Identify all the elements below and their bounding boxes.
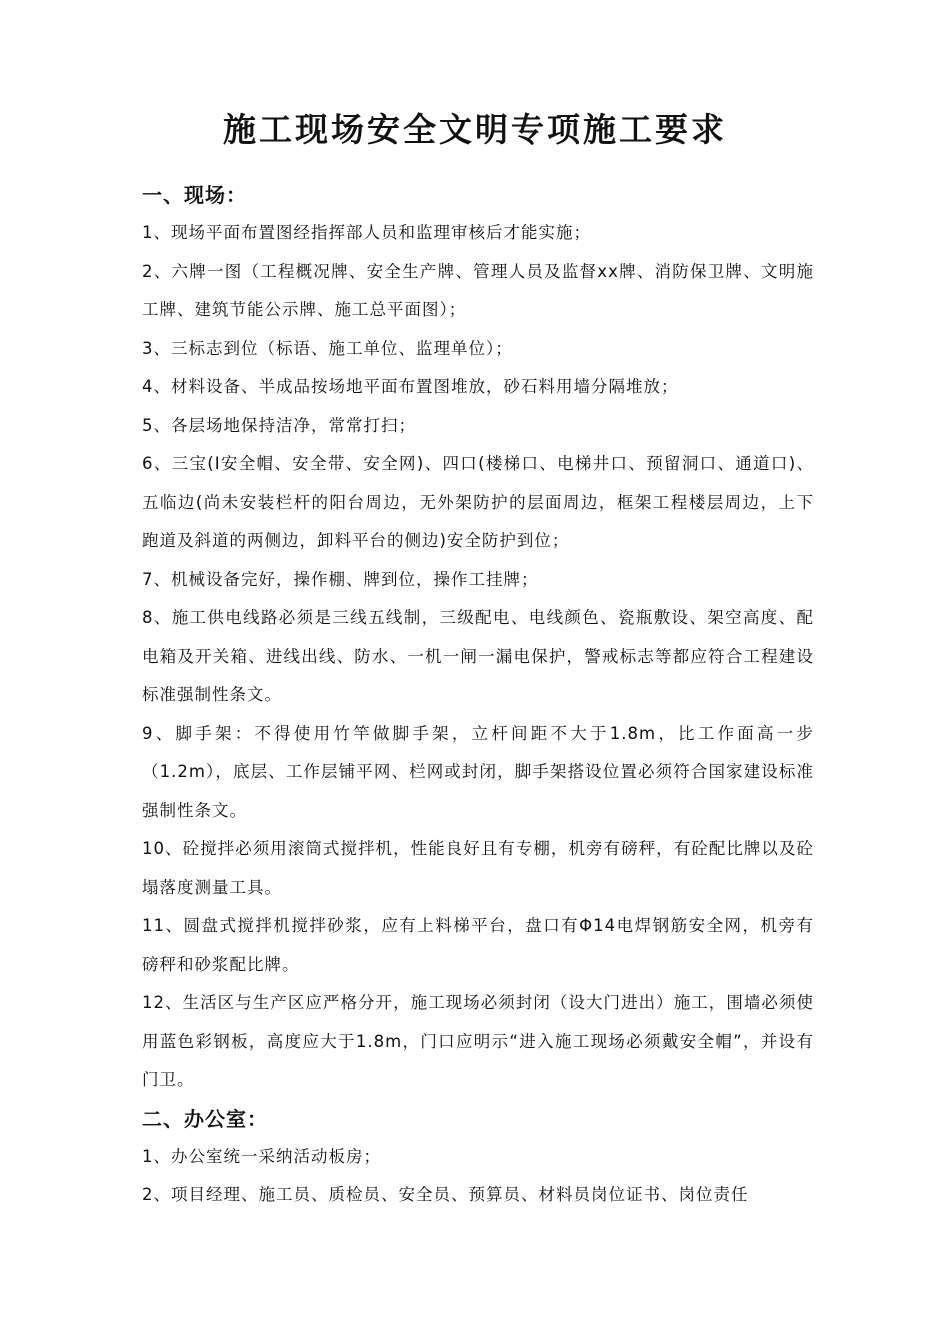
section-office [142, 1100, 814, 1215]
list-item: 1、办公室统一采纳活动板房； [142, 1146, 381, 1166]
list-item: 11、圆盘式搅拌机搅拌砂浆，应有上料梯平台，盘口有Φ14电焊钢筋安全网，机旁有磅秤和砂浆配比牌。 [142, 916, 814, 974]
list-item: 4、材料设备、半成品按场地平面布置图堆放，砂石料用墙分隔堆放； [142, 377, 679, 396]
list-item: 7、机械设备完好，操作棚、牌到位，操作工挂牌； [142, 569, 539, 589]
list-item: 1、现场平面布置图经指挥部人员和监理审核后才能实施； [142, 223, 591, 242]
list-item: 10、砼搅拌必须用滚筒式搅拌机，性能良好且有专棚，机旁有磅秤，有砼配比牌以及砼塌落度测量工具。 [142, 839, 814, 897]
list-item: 6、三宝(I安全帽、安全带、安全网)、四口(楼梯口、电梯井口、预留洞口、通道口)、五临边(尚未安装栏杆的阳台周边，无外架防护的层面周边，框架工程楼层周边，上下跑道及斜道的两侧边，卸料平台的侧边)安全防护到位； [142, 454, 814, 550]
list-item: 2、项目经理、施工员、质检员、安全员、预算员、材料员岗位证书、岗位责任 [142, 1185, 749, 1204]
list-item: 8、施工供电线路必须是三线五线制，三级配电、电线颜色、瓷瓶敷设、架空高度、配电箱及开关箱、进线出线、防水、一机一闸一漏电保护，警戒标志等都应符合工程建设标准强制性条文。 [142, 608, 814, 704]
section-site [142, 176, 814, 1100]
document-title: 施工现场安全文明专项施工要求 [223, 110, 727, 149]
list-item: 3、三标志到位（标语、施工单位、监理单位）； [142, 338, 513, 358]
list-item: 12、生活区与生产区应严格分开，施工现场必须封闭（设大门进出）施工，围墙必须使用蓝色彩钢板，高度应大于1.8m，门口应明示“进入施工现场必须戴安全帽”，并设有门卫。 [142, 993, 814, 1089]
section-heading: 二、办公室： [142, 1106, 268, 1131]
list-item: 9、脚手架：不得使用竹竿做脚手架，立杆间距不大于1.8m，比工作面高一步（1.2m），底层、工作层铺平网、栏网或封闭，脚手架搭设位置必须符合国家建设标准强制性条文。 [142, 723, 814, 820]
section-heading: 一、现场： [142, 183, 247, 207]
list-item: 5、各层场地保持洁净，常常打扫； [142, 415, 416, 435]
list-item: 2、六牌一图（工程概况牌、安全生产牌、管理人员及监督xx牌、消防保卫牌、文明施工牌、建筑节能公示牌、施工总平面图）； [142, 261, 814, 319]
document-body [142, 176, 814, 1215]
